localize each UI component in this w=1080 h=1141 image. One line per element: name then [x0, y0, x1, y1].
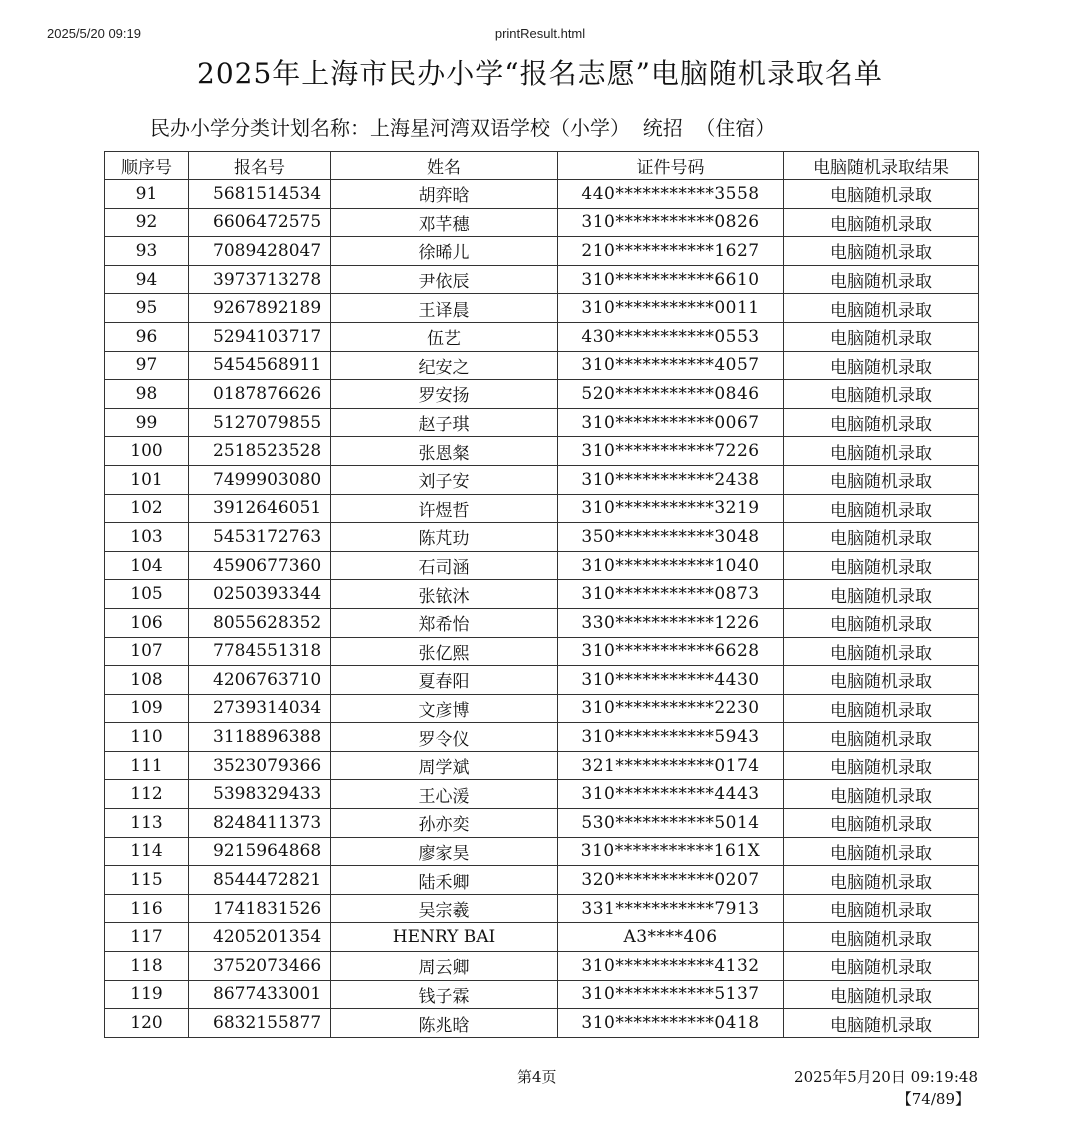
- cell-result: 电脑随机录取: [784, 780, 979, 809]
- cell-result: 电脑随机录取: [784, 751, 979, 780]
- cell-id-number: 530***********5014: [558, 809, 784, 838]
- cell-id-number: 310***********0826: [558, 208, 784, 237]
- cell-sequence: 101: [105, 465, 189, 494]
- cell-registration-number: 4590677360: [189, 551, 331, 580]
- column-header-name: 姓名: [331, 152, 558, 180]
- cell-name: 张亿熙: [331, 637, 558, 666]
- cell-registration-number: 0250393344: [189, 580, 331, 609]
- table-row: [105, 837, 979, 866]
- cell-result: 电脑随机录取: [784, 580, 979, 609]
- cell-name: 廖家昊: [331, 837, 558, 866]
- cell-sequence: 92: [105, 208, 189, 237]
- cell-name: 纪安之: [331, 351, 558, 380]
- cell-registration-number: 0187876626: [189, 380, 331, 409]
- cell-id-number: 440***********3558: [558, 180, 784, 209]
- cell-id-number: 310***********4430: [558, 666, 784, 695]
- cell-registration-number: 5127079855: [189, 408, 331, 437]
- cell-id-number: 310***********0873: [558, 580, 784, 609]
- cell-sequence: 113: [105, 809, 189, 838]
- cell-sequence: 96: [105, 322, 189, 351]
- cell-registration-number: 5681514534: [189, 180, 331, 209]
- cell-sequence: 93: [105, 237, 189, 266]
- table-row: [105, 1009, 979, 1038]
- cell-sequence: 120: [105, 1009, 189, 1038]
- cell-registration-number: 5453172763: [189, 523, 331, 552]
- cell-sequence: 100: [105, 437, 189, 466]
- cell-name: 陈兆晗: [331, 1009, 558, 1038]
- cell-id-number: 310***********7226: [558, 437, 784, 466]
- cell-registration-number: 5454568911: [189, 351, 331, 380]
- table-row: [105, 780, 979, 809]
- cell-id-number: 520***********0846: [558, 380, 784, 409]
- cell-result: 电脑随机录取: [784, 694, 979, 723]
- table-row: [105, 380, 979, 409]
- table-row: [105, 351, 979, 380]
- cell-result: 电脑随机录取: [784, 1009, 979, 1038]
- table-row: [105, 723, 979, 752]
- cell-id-number: 310***********2438: [558, 465, 784, 494]
- table-row: [105, 237, 979, 266]
- cell-registration-number: 5294103717: [189, 322, 331, 351]
- cell-id-number: 350***********3048: [558, 523, 784, 552]
- cell-name: 张铱沐: [331, 580, 558, 609]
- cell-name: HENRY BAI: [331, 923, 558, 952]
- cell-name: 石司涵: [331, 551, 558, 580]
- cell-sequence: 110: [105, 723, 189, 752]
- cell-registration-number: 3912646051: [189, 494, 331, 523]
- cell-id-number: 310***********6628: [558, 637, 784, 666]
- cell-name: 陈芃玏: [331, 523, 558, 552]
- cell-result: 电脑随机录取: [784, 494, 979, 523]
- cell-sequence: 107: [105, 637, 189, 666]
- cell-name: 夏春阳: [331, 666, 558, 695]
- cell-id-number: 310***********5137: [558, 980, 784, 1009]
- cell-id-number: A3****406: [558, 923, 784, 952]
- cell-sequence: 114: [105, 837, 189, 866]
- page-count: 【74/89】: [896, 1090, 970, 1108]
- cell-sequence: 109: [105, 694, 189, 723]
- cell-registration-number: 6606472575: [189, 208, 331, 237]
- cell-id-number: 430***********0553: [558, 322, 784, 351]
- cell-name: 陆禾卿: [331, 866, 558, 895]
- cell-sequence: 91: [105, 180, 189, 209]
- cell-name: 周学斌: [331, 751, 558, 780]
- cell-sequence: 103: [105, 523, 189, 552]
- cell-name: 郑希怡: [331, 608, 558, 637]
- browser-print-date: 2025/5/20 09:19: [47, 26, 141, 41]
- cell-registration-number: 3118896388: [189, 723, 331, 752]
- column-header-result: 电脑随机录取结果: [784, 152, 979, 180]
- cell-sequence: 95: [105, 294, 189, 323]
- cell-name: 王心湲: [331, 780, 558, 809]
- column-header-registration-number: 报名号: [189, 152, 331, 180]
- cell-name: 钱子霖: [331, 980, 558, 1009]
- cell-id-number: 310***********3219: [558, 494, 784, 523]
- cell-result: 电脑随机录取: [784, 437, 979, 466]
- table-row: [105, 322, 979, 351]
- cell-id-number: 310***********0011: [558, 294, 784, 323]
- cell-id-number: 320***********0207: [558, 866, 784, 895]
- cell-result: 电脑随机录取: [784, 208, 979, 237]
- cell-registration-number: 5398329433: [189, 780, 331, 809]
- cell-result: 电脑随机录取: [784, 265, 979, 294]
- table-row: [105, 580, 979, 609]
- cell-name: 刘子安: [331, 465, 558, 494]
- cell-id-number: 310***********4057: [558, 351, 784, 380]
- cell-name: 王译晨: [331, 294, 558, 323]
- cell-registration-number: 2739314034: [189, 694, 331, 723]
- cell-result: 电脑随机录取: [784, 866, 979, 895]
- cell-id-number: 310***********4132: [558, 952, 784, 981]
- cell-name: 徐晞儿: [331, 237, 558, 266]
- cell-id-number: 310***********4443: [558, 780, 784, 809]
- cell-sequence: 102: [105, 494, 189, 523]
- column-header-id-number: 证件号码: [558, 152, 784, 180]
- table-row: [105, 866, 979, 895]
- header-row: [105, 152, 979, 180]
- cell-sequence: 105: [105, 580, 189, 609]
- browser-print-page-title: printResult.html: [494, 26, 586, 41]
- cell-registration-number: 4206763710: [189, 666, 331, 695]
- cell-sequence: 117: [105, 923, 189, 952]
- table-row: [105, 751, 979, 780]
- cell-sequence: 119: [105, 980, 189, 1009]
- cell-id-number: 310***********0067: [558, 408, 784, 437]
- table-row: [105, 437, 979, 466]
- cell-sequence: 111: [105, 751, 189, 780]
- table-row: [105, 666, 979, 695]
- cell-sequence: 106: [105, 608, 189, 637]
- page-number: 第4页: [517, 1068, 557, 1086]
- table-row: [105, 637, 979, 666]
- cell-id-number: 310***********6610: [558, 265, 784, 294]
- cell-name: 胡弈晗: [331, 180, 558, 209]
- cell-name: 尹依辰: [331, 265, 558, 294]
- cell-name: 张恩粲: [331, 437, 558, 466]
- cell-result: 电脑随机录取: [784, 809, 979, 838]
- cell-sequence: 94: [105, 265, 189, 294]
- table-row: [105, 952, 979, 981]
- cell-result: 电脑随机录取: [784, 608, 979, 637]
- table-row: [105, 608, 979, 637]
- cell-sequence: 99: [105, 408, 189, 437]
- cell-registration-number: 6832155877: [189, 1009, 331, 1038]
- cell-registration-number: 8248411373: [189, 809, 331, 838]
- cell-result: 电脑随机录取: [784, 180, 979, 209]
- cell-registration-number: 9215964868: [189, 837, 331, 866]
- cell-registration-number: 2518523528: [189, 437, 331, 466]
- cell-id-number: 310***********5943: [558, 723, 784, 752]
- cell-id-number: 310***********1040: [558, 551, 784, 580]
- cell-registration-number: 8544472821: [189, 866, 331, 895]
- admission-results-table: [104, 151, 979, 1038]
- cell-id-number: 210***********1627: [558, 237, 784, 266]
- table-row: [105, 408, 979, 437]
- cell-result: 电脑随机录取: [784, 351, 979, 380]
- table-row: [105, 265, 979, 294]
- cell-result: 电脑随机录取: [784, 980, 979, 1009]
- cell-sequence: 108: [105, 666, 189, 695]
- cell-result: 电脑随机录取: [784, 952, 979, 981]
- cell-registration-number: 7784551318: [189, 637, 331, 666]
- cell-id-number: 330***********1226: [558, 608, 784, 637]
- cell-result: 电脑随机录取: [784, 408, 979, 437]
- cell-sequence: 112: [105, 780, 189, 809]
- cell-registration-number: 3523079366: [189, 751, 331, 780]
- cell-result: 电脑随机录取: [784, 380, 979, 409]
- column-header-sequence: 顺序号: [105, 152, 189, 180]
- cell-result: 电脑随机录取: [784, 551, 979, 580]
- cell-registration-number: 7089428047: [189, 237, 331, 266]
- cell-registration-number: 4205201354: [189, 923, 331, 952]
- cell-result: 电脑随机录取: [784, 923, 979, 952]
- cell-result: 电脑随机录取: [784, 723, 979, 752]
- cell-id-number: 321***********0174: [558, 751, 784, 780]
- cell-result: 电脑随机录取: [784, 894, 979, 923]
- cell-name: 许煜哲: [331, 494, 558, 523]
- document-title: 2025年上海市民办小学“报名志愿”电脑随机录取名单: [197, 57, 883, 90]
- cell-sequence: 104: [105, 551, 189, 580]
- table-row: [105, 180, 979, 209]
- table-row: [105, 494, 979, 523]
- table-row: [105, 551, 979, 580]
- cell-registration-number: 9267892189: [189, 294, 331, 323]
- cell-id-number: 310***********0418: [558, 1009, 784, 1038]
- cell-name: 吴宗羲: [331, 894, 558, 923]
- cell-name: 伍艺: [331, 322, 558, 351]
- cell-result: 电脑随机录取: [784, 523, 979, 552]
- table-row: [105, 208, 979, 237]
- table-row: [105, 809, 979, 838]
- cell-name: 罗安扬: [331, 380, 558, 409]
- plan-name: 民办小学分类计划名称：上海星河湾双语学校（小学） 统招 （住宿）: [150, 116, 776, 140]
- table-row: [105, 894, 979, 923]
- cell-registration-number: 3973713278: [189, 265, 331, 294]
- cell-result: 电脑随机录取: [784, 322, 979, 351]
- cell-name: 罗令仪: [331, 723, 558, 752]
- cell-id-number: 310***********161X: [558, 837, 784, 866]
- table-row: [105, 523, 979, 552]
- table-row: [105, 694, 979, 723]
- cell-name: 邓芊穗: [331, 208, 558, 237]
- cell-result: 电脑随机录取: [784, 294, 979, 323]
- table-header: [105, 152, 979, 180]
- cell-name: 赵子琪: [331, 408, 558, 437]
- cell-sequence: 118: [105, 952, 189, 981]
- cell-id-number: 331***********7913: [558, 894, 784, 923]
- table-body: [105, 180, 979, 1038]
- cell-registration-number: 7499903080: [189, 465, 331, 494]
- cell-registration-number: 1741831526: [189, 894, 331, 923]
- cell-registration-number: 8677433001: [189, 980, 331, 1009]
- cell-result: 电脑随机录取: [784, 837, 979, 866]
- table-row: [105, 294, 979, 323]
- cell-name: 文彦博: [331, 694, 558, 723]
- print-timestamp: 2025年5月20日 09:19:48: [794, 1068, 978, 1086]
- table-row: [105, 465, 979, 494]
- cell-registration-number: 8055628352: [189, 608, 331, 637]
- cell-result: 电脑随机录取: [784, 666, 979, 695]
- table-row: [105, 980, 979, 1009]
- table-row: [105, 923, 979, 952]
- cell-sequence: 98: [105, 380, 189, 409]
- cell-result: 电脑随机录取: [784, 237, 979, 266]
- cell-result: 电脑随机录取: [784, 637, 979, 666]
- cell-result: 电脑随机录取: [784, 465, 979, 494]
- cell-name: 孙亦奕: [331, 809, 558, 838]
- cell-sequence: 115: [105, 866, 189, 895]
- cell-registration-number: 3752073466: [189, 952, 331, 981]
- cell-id-number: 310***********2230: [558, 694, 784, 723]
- cell-sequence: 97: [105, 351, 189, 380]
- cell-name: 周云卿: [331, 952, 558, 981]
- cell-sequence: 116: [105, 894, 189, 923]
